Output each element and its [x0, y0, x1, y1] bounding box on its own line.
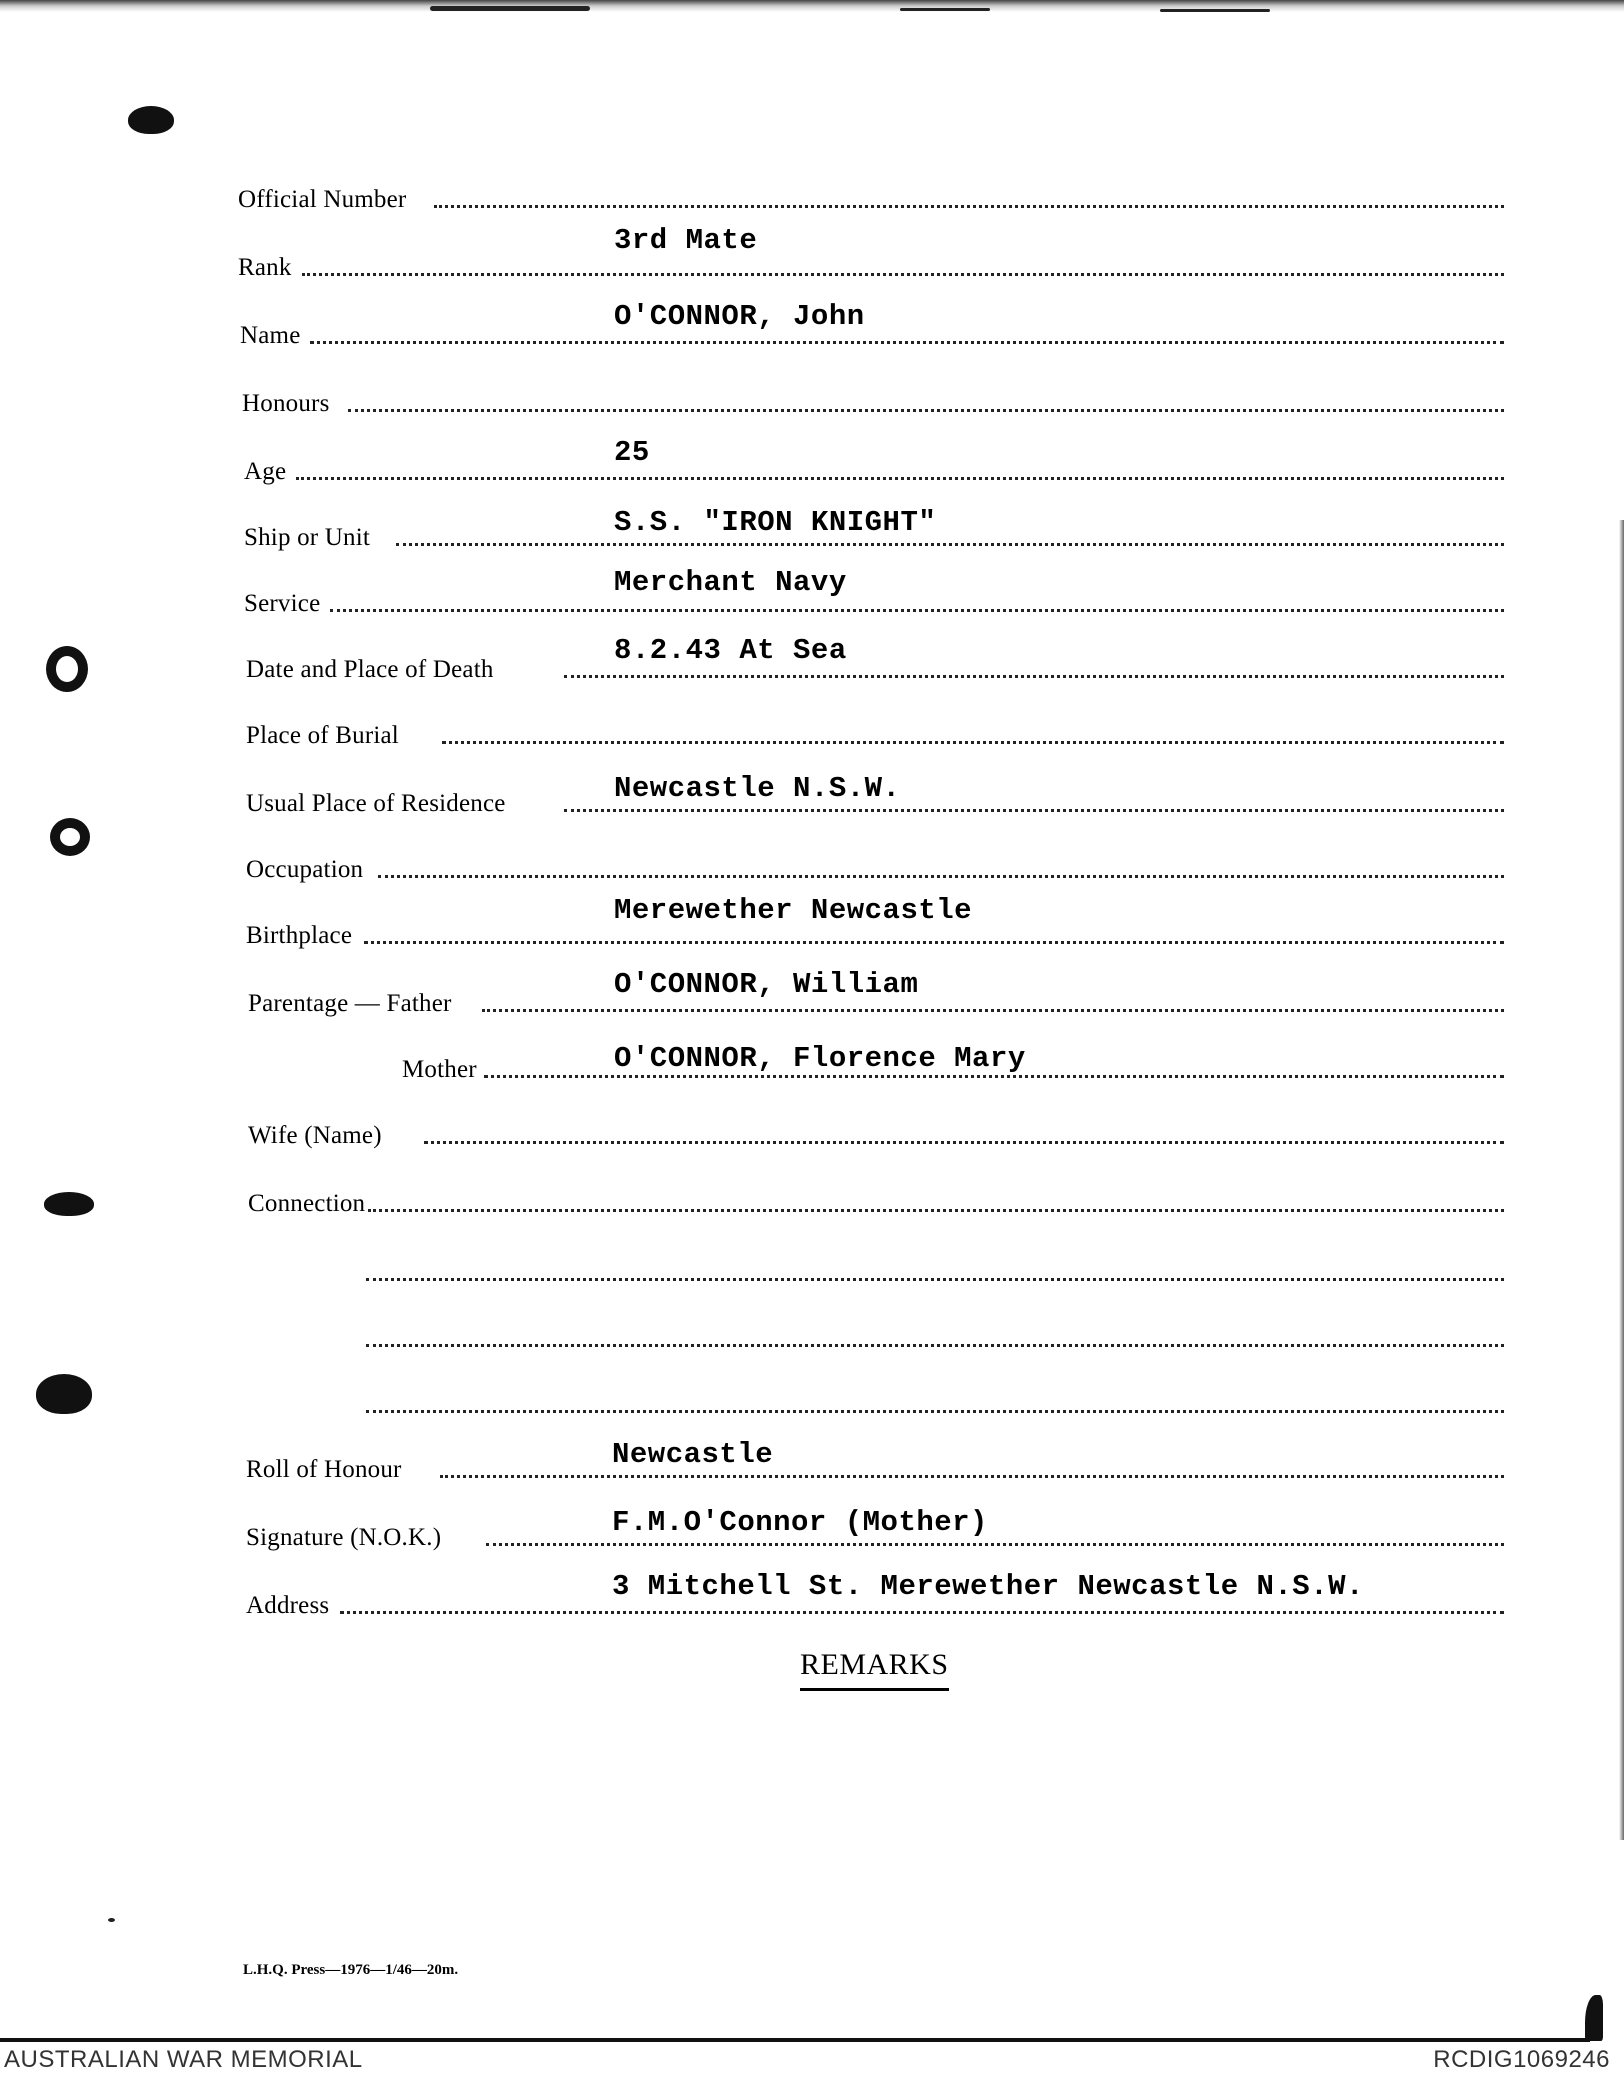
value-name: O'CONNOR, John [614, 300, 865, 333]
value-address: 3 Mitchell St. Merewether Newcastle N.S.W. [612, 1570, 1364, 1603]
form-row-name [240, 308, 1504, 348]
label-occupation: Occupation [246, 856, 364, 883]
label-connection: Connection [248, 1190, 366, 1217]
connection-continuation-line [366, 1410, 1504, 1413]
punch-hole-mark [36, 1374, 92, 1414]
value-mother: O'CONNOR, Florence Mary [614, 1042, 1026, 1075]
value-roll-of-honour: Newcastle [612, 1438, 774, 1471]
value-father: O'CONNOR, William [614, 968, 919, 1001]
dotted-line [564, 809, 1504, 812]
label-age: Age [244, 458, 287, 485]
dotted-line [442, 741, 1504, 744]
dotted-line [364, 941, 1504, 944]
punch-hole-mark [44, 1192, 94, 1216]
dotted-line [396, 543, 1504, 546]
printer-mark: L.H.Q. Press—1976—1/46—20m. [243, 1962, 459, 1978]
connection-continuation-line [366, 1344, 1504, 1347]
dotted-line [330, 609, 1504, 612]
connection-continuation-line [366, 1278, 1504, 1281]
label-official-number: Official Number [238, 186, 407, 213]
form-row-roll-of-honour [246, 1438, 1504, 1483]
scan-smudge [430, 6, 590, 11]
label-name: Name [240, 322, 301, 349]
dotted-line [378, 875, 1504, 878]
label-roll-of-honour: Roll of Honour [246, 1456, 402, 1483]
scan-smudge [900, 8, 990, 11]
label-honours: Honours [242, 390, 330, 417]
dotted-line [296, 477, 1504, 480]
scan-right-edge [1619, 520, 1624, 1840]
form-row-rank [238, 240, 1504, 280]
form-row-service [244, 576, 1504, 616]
dotted-line [302, 273, 1504, 276]
dotted-line [484, 1075, 1504, 1078]
footer-record-id: RCDIG1069246 [1433, 2046, 1610, 2073]
form-row-connection [248, 1176, 1504, 1216]
dotted-line [310, 341, 1504, 344]
punch-hole-mark [50, 818, 90, 856]
footer-archive-name: AUSTRALIAN WAR MEMORIAL [4, 2046, 363, 2073]
value-birthplace: Merewether Newcastle [614, 894, 973, 927]
scan-corner-curl [1585, 1995, 1603, 2041]
value-ship-or-unit: S.S. "IRON KNIGHT" [614, 506, 937, 539]
punch-hole-mark [46, 646, 88, 692]
scan-bottom-edge [0, 2038, 1590, 2042]
form-row-official-number [238, 172, 1504, 212]
label-place-of-burial: Place of Burial [246, 722, 399, 749]
scan-smudge [1160, 9, 1270, 12]
form-row-date-place-death [246, 642, 1504, 682]
dotted-line [564, 675, 1504, 678]
form-row-age [244, 444, 1504, 484]
value-service: Merchant Navy [614, 566, 847, 599]
value-age: 25 [614, 436, 650, 469]
form-row-honours [242, 376, 1504, 416]
dotted-line [424, 1141, 1504, 1144]
scan-top-edge [0, 0, 1624, 14]
form-row-wife [248, 1108, 1504, 1148]
scan-speck [108, 1918, 115, 1922]
remarks-heading: REMARKS [800, 1648, 949, 1691]
value-usual-residence: Newcastle N.S.W. [614, 772, 901, 805]
label-father: Parentage — Father [248, 990, 452, 1017]
label-signature: Signature (N.O.K.) [246, 1524, 442, 1551]
value-rank: 3rd Mate [614, 224, 758, 257]
dotted-line [368, 1209, 1504, 1212]
form-row-place-of-burial [246, 708, 1504, 748]
label-ship-or-unit: Ship or Unit [244, 524, 371, 551]
dotted-line [340, 1611, 1504, 1614]
label-address: Address [246, 1592, 330, 1619]
label-date-place-death: Date and Place of Death [246, 656, 494, 683]
value-date-place-death: 8.2.43 At Sea [614, 634, 847, 667]
dotted-line [486, 1543, 1504, 1546]
dotted-line [434, 205, 1504, 208]
label-birthplace: Birthplace [246, 922, 353, 949]
label-service: Service [244, 590, 321, 617]
label-mother: Mother [402, 1056, 477, 1083]
dotted-line [348, 409, 1504, 412]
label-rank: Rank [238, 254, 292, 281]
punch-hole-mark [128, 106, 174, 134]
dotted-line [482, 1009, 1504, 1012]
label-wife: Wife (Name) [248, 1122, 382, 1149]
value-signature: F.M.O'Connor (Mother) [612, 1506, 988, 1539]
form-row-occupation [246, 842, 1504, 882]
dotted-line [440, 1475, 1504, 1478]
label-usual-residence: Usual Place of Residence [246, 790, 506, 817]
